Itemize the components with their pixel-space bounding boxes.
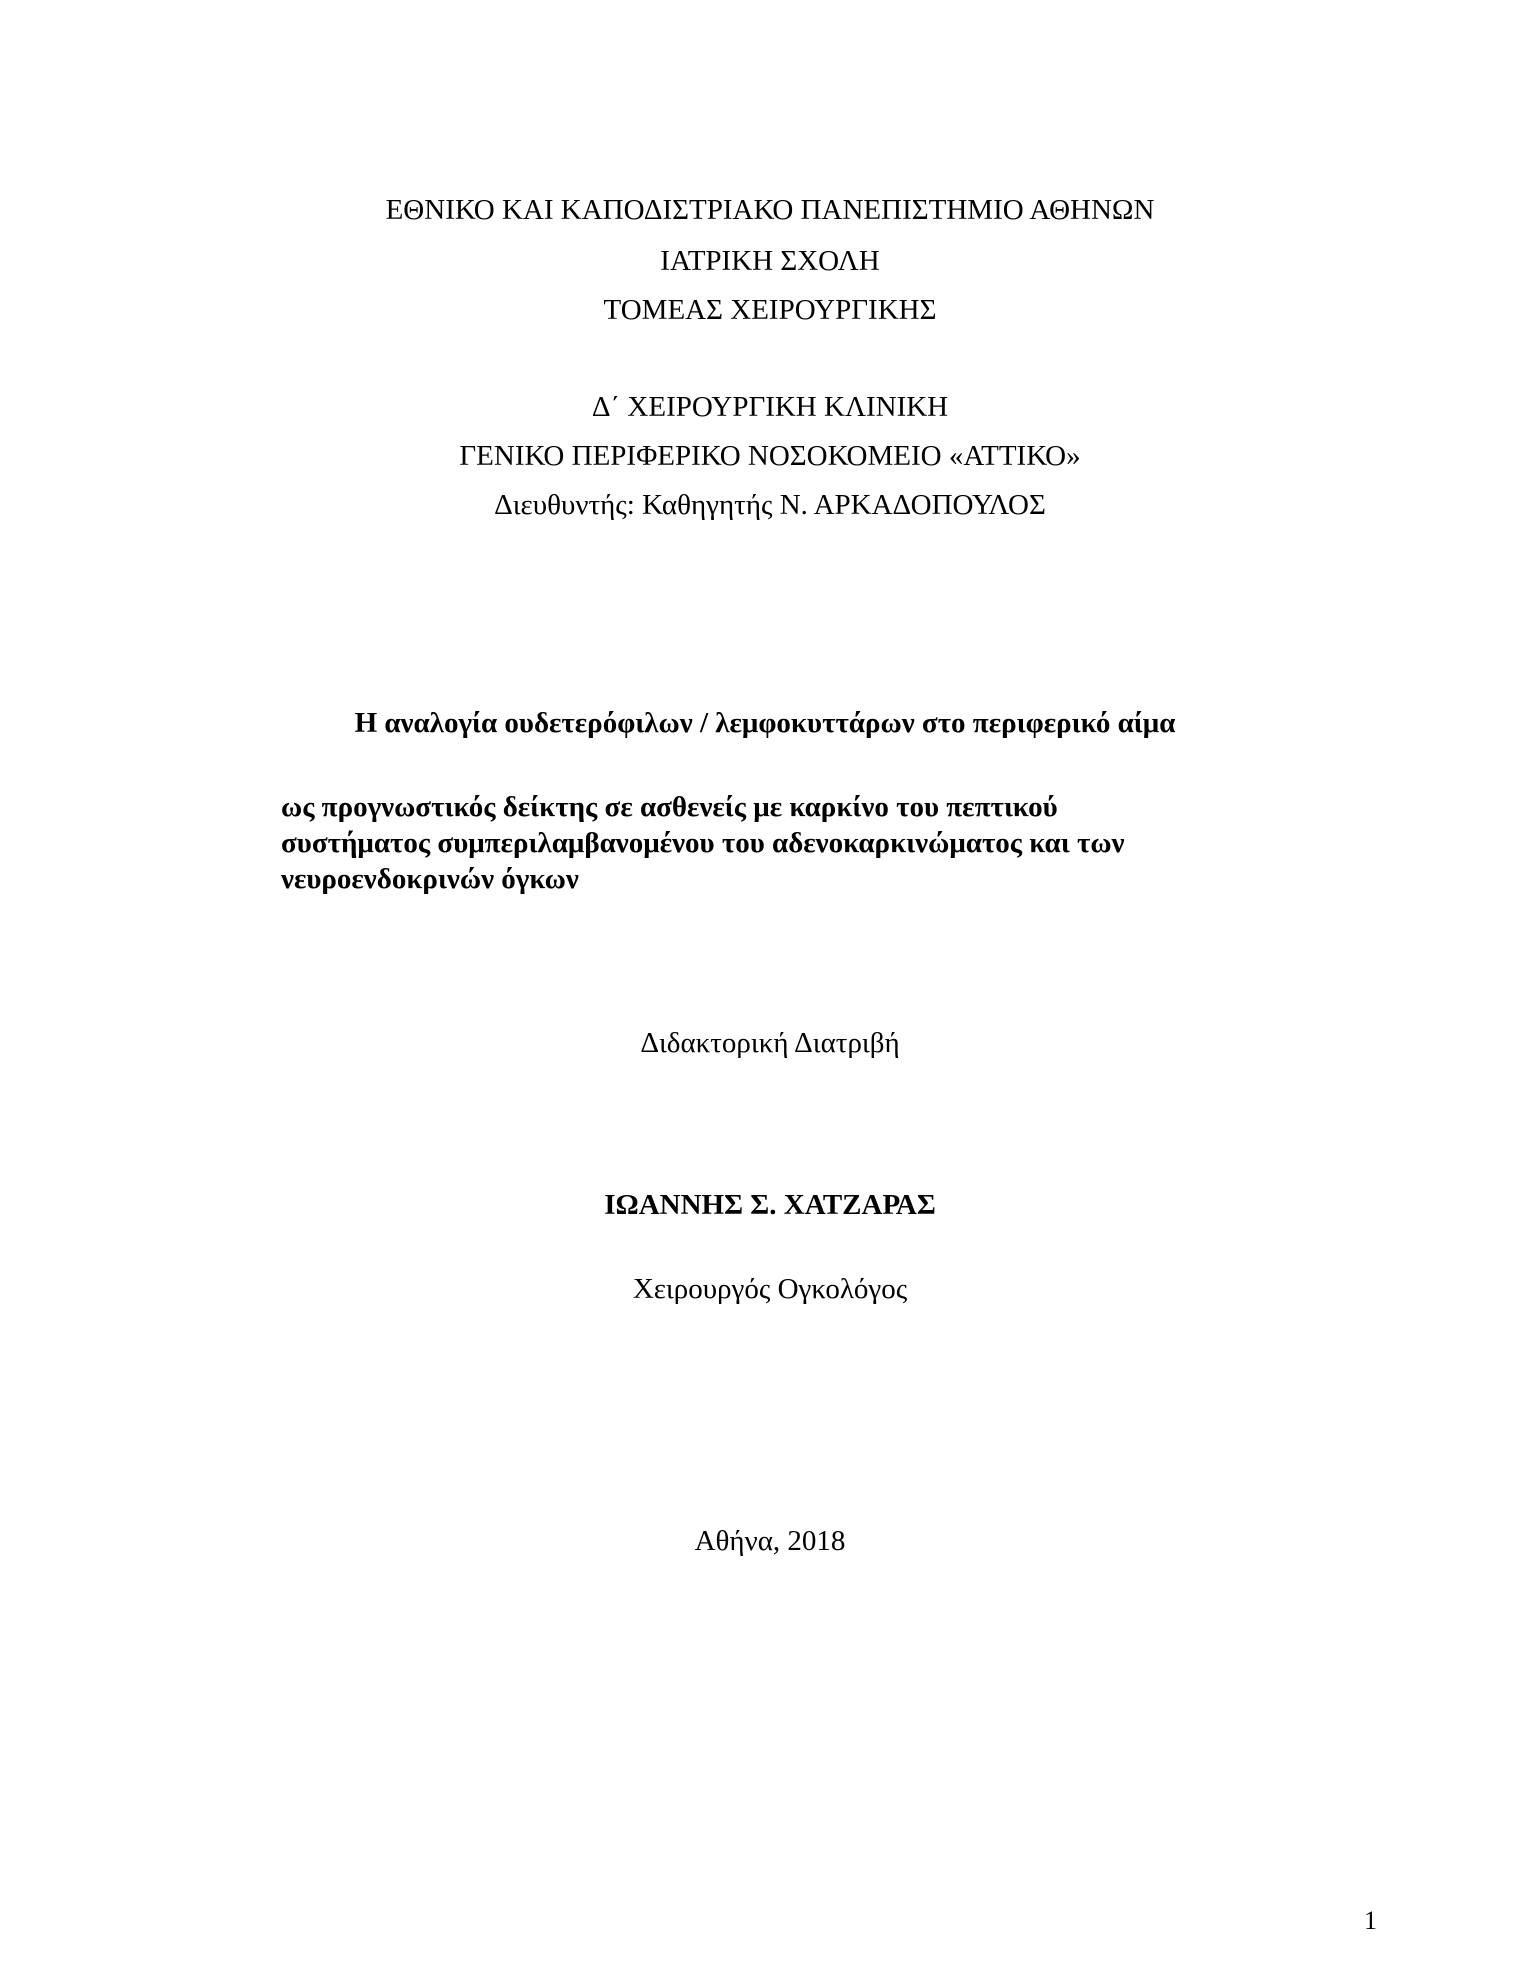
page-number: 1 <box>1364 1906 1377 1935</box>
clinic-name: Δ΄ ΧΕΙΡΟΥΡΓΙΚΗ ΚΛΙΝΙΚΗ <box>591 391 949 423</box>
thesis-subtitle-line: νευροενδοκρινών όγκων <box>281 863 579 895</box>
director-line: Διευθυντής: Καθηγητής Ν. ΑΡΚΑΔΟΠΟΥΛΟΣ <box>494 489 1046 521</box>
sector-name: ΤΟΜΕΑΣ ΧΕΙΡΟΥΡΓΙΚΗΣ <box>603 294 937 326</box>
thesis-subtitle-line: ως προγνωστικός δείκτης σε ασθενείς με καρκίνο του πεπτικού <box>281 791 1058 823</box>
thesis-subtitle-line: συστήματος συμπεριλαμβανομένου του αδενοκαρκινώματος και των <box>281 827 1125 859</box>
place-date: Αθήνα, 2018 <box>694 1525 846 1557</box>
university-name: ΕΘΝΙΚΟ ΚΑΙ ΚΑΠΟΔΙΣΤΡΙΑΚΟ ΠΑΝΕΠΙΣΤΗΜΙΟ ΑΘΗΝΩΝ <box>385 194 1155 226</box>
school-name: ΙΑΤΡΙΚΗ ΣΧΟΛΗ <box>660 245 880 277</box>
author-role: Χειρουργός Ογκολόγος <box>632 1273 908 1305</box>
hospital-name: ΓΕΝΙΚΟ ΠΕΡΙΦΕΡΙΚΟ ΝΟΣΟΚΟΜΕΙΟ «ΑΤΤΙΚΟ» <box>459 440 1081 472</box>
document-type: Διδακτορική Διατριβή <box>640 1027 900 1059</box>
author-name: ΙΩΑΝΝΗΣ Σ. ΧΑΤΖΑΡΑΣ <box>604 1189 936 1221</box>
thesis-title: Η αναλογία ουδετερόφιλων / λεμφοκυττάρων στο περιφερικό αίμα <box>354 707 1176 739</box>
